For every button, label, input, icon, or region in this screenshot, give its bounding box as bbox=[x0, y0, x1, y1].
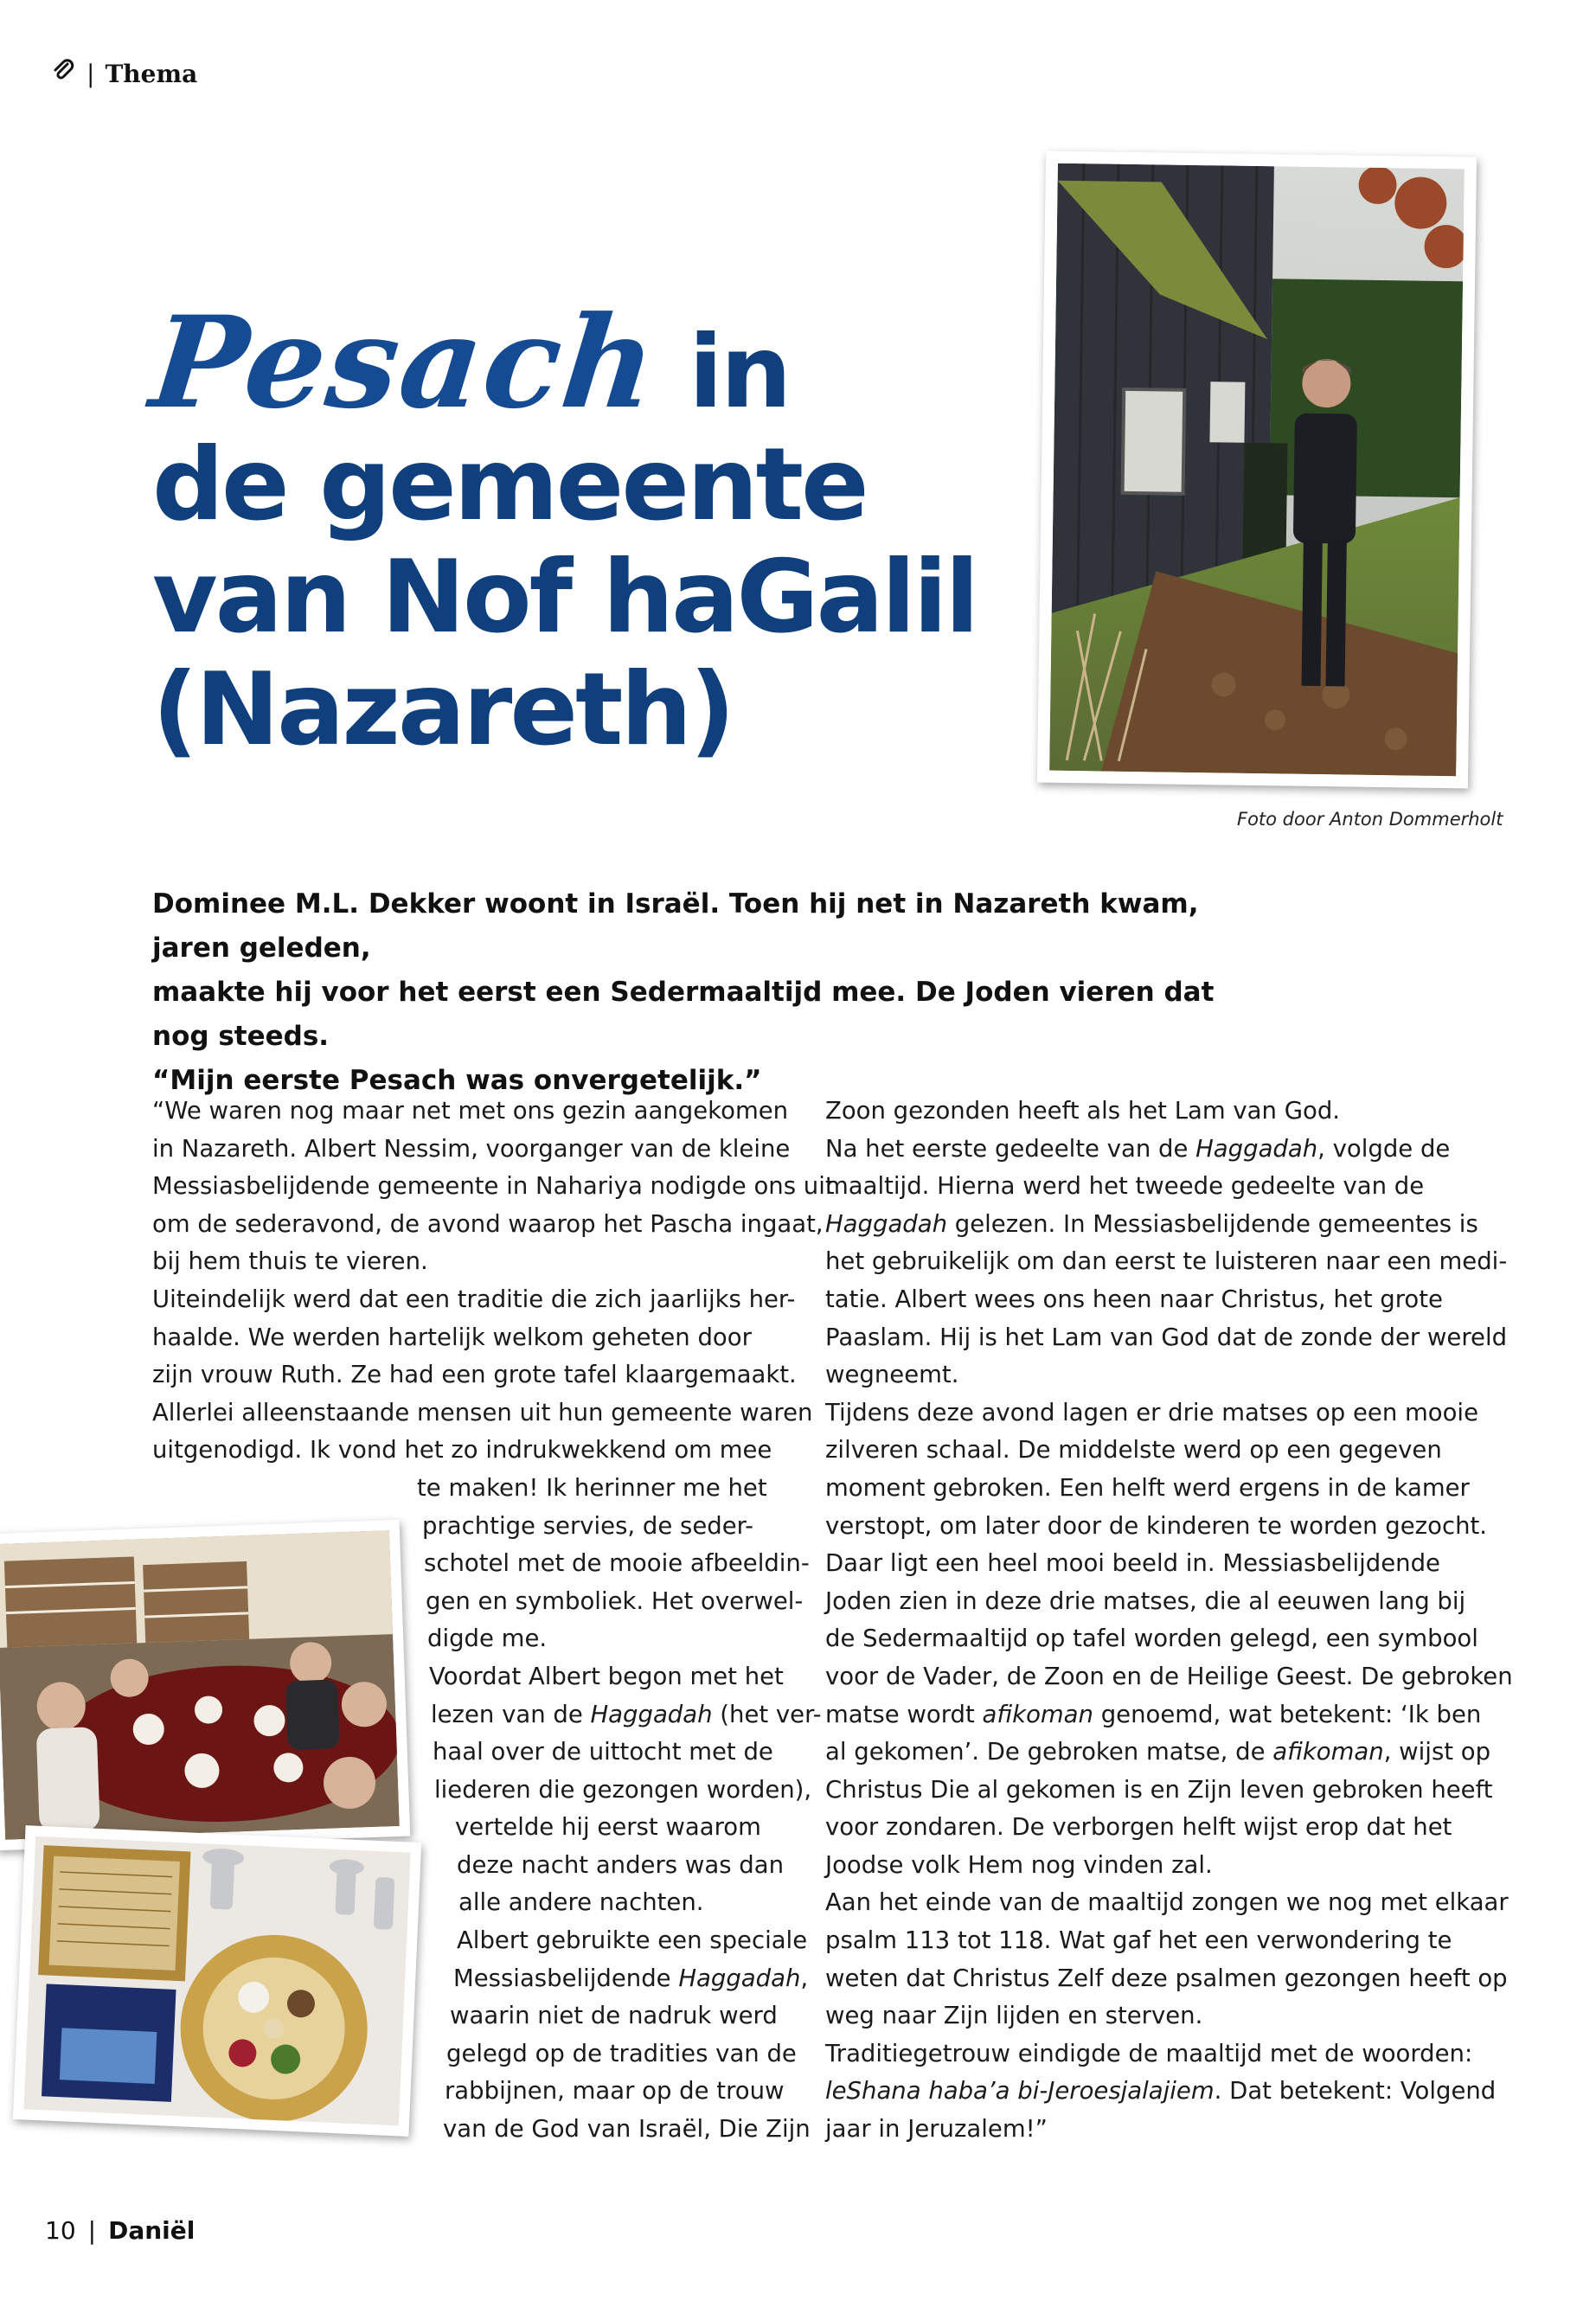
body-line bbox=[431, 1696, 835, 1734]
body-line: Voordat Albert begon met het bbox=[429, 1662, 784, 1690]
body-line: rabbijnen, maar op de trouw bbox=[445, 2077, 785, 2106]
body-line: Uiteindelijk werd dat een traditie die zich jaarlijks her- bbox=[152, 1285, 796, 1313]
body-line: Albert gebruikte een speciale bbox=[457, 1926, 808, 1955]
body-line: verstopt, om later door de kinderen te worden gezocht. bbox=[825, 1511, 1488, 1540]
body-line: liederen die gezongen worden), bbox=[434, 1775, 812, 1804]
body-text: , volgde de bbox=[1317, 1134, 1451, 1163]
body-line: haalde. We werden hartelijk welkom geheten door bbox=[152, 1323, 752, 1351]
body-line: voor zondaren. De verborgen helft wijst erop dat het bbox=[825, 1813, 1452, 1842]
photo-pastor-garden bbox=[1037, 151, 1477, 789]
body-line bbox=[825, 1206, 1513, 1244]
body-line bbox=[825, 1131, 1513, 1169]
body-column-right bbox=[825, 1093, 1513, 2149]
body-italic: Haggadah bbox=[1195, 1134, 1318, 1163]
section-label: Thema bbox=[105, 60, 198, 88]
title-line-3: van Nof haGalil bbox=[152, 539, 977, 656]
title-line-2: de gemeente bbox=[152, 426, 867, 543]
article-title bbox=[144, 289, 977, 768]
body-line: van de God van Israël, Die Zijn bbox=[443, 2115, 811, 2144]
body-line: uitgenodigd. Ik vond het zo indrukwekkend om mee bbox=[152, 1436, 772, 1465]
body-line: Allerlei alleenstaande mensen uit hun gemeente waren bbox=[152, 1398, 813, 1426]
body-line: weg naar Zijn lijden en sterven. bbox=[825, 2002, 1203, 2030]
body-line: zijn vrouw Ruth. Ze had een grote tafel klaargemaakt. bbox=[152, 1361, 797, 1389]
body-text: (het ver- bbox=[712, 1700, 822, 1728]
magazine-name: Daniël bbox=[108, 2216, 195, 2245]
body-line: Joden zien in deze drie matses, die al eeuwen lang bij bbox=[825, 1586, 1466, 1615]
footer-separator: | bbox=[87, 2216, 97, 2245]
title-line-1-rest: in bbox=[689, 314, 790, 431]
page-footer bbox=[45, 2216, 195, 2245]
body-line: Aan het einde van de maaltijd zongen we nog met elkaar bbox=[825, 1888, 1509, 1917]
body-line: te maken! Ik herinner me het bbox=[417, 1473, 767, 1502]
body-italic: leShana haba’a bi-Jeroesjalajiem bbox=[825, 2077, 1215, 2106]
photo-seder-plate bbox=[13, 1825, 421, 2137]
body-text: lezen van de bbox=[431, 1700, 591, 1728]
body-line: schotel met de mooie afbeeldin- bbox=[424, 1549, 810, 1578]
body-line: maaltijd. Hierna werd het tweede gedeelte van de bbox=[825, 1172, 1425, 1201]
body-line: Joodse volk Hem nog vinden zal. bbox=[825, 1850, 1213, 1879]
body-italic: Haggadah bbox=[590, 1700, 713, 1728]
body-line bbox=[825, 1734, 1513, 1772]
body-line: om de sederavond, de avond waarop het Pascha ingaat, bbox=[152, 1209, 824, 1238]
header-separator: | bbox=[87, 60, 95, 88]
title-script-word: Pesach bbox=[144, 289, 664, 437]
lead-line-3: “Mijn eerste Pesach was onvergetelijk.” bbox=[152, 1065, 762, 1096]
body-line: alle andere nachten. bbox=[458, 1888, 704, 1917]
body-line: waarin niet de nadruk werd bbox=[450, 2002, 778, 2030]
body-line: digde me. bbox=[427, 1625, 548, 1653]
body-italic: Haggadah bbox=[825, 1209, 948, 1238]
body-line: voor de Vader, de Zoon en de Heilige Geest. De gebroken bbox=[825, 1662, 1513, 1690]
body-text: . Dat betekent: Volgend bbox=[1214, 2077, 1497, 2106]
section-header bbox=[52, 59, 197, 89]
body-line: Messiasbelijdende gemeente in Nahariya nodigde ons uit bbox=[152, 1172, 835, 1201]
body-italic: Haggadah bbox=[678, 1964, 801, 1992]
body-line: zilveren schaal. De middelste werd op een gegeven bbox=[825, 1436, 1442, 1465]
body-text: , bbox=[800, 1964, 809, 1992]
body-line: Paaslam. Hij is het Lam van God dat de zonde der wereld bbox=[825, 1323, 1508, 1351]
body-line: de Sedermaaltijd op tafel worden gelegd, een symbool bbox=[825, 1625, 1478, 1653]
body-line: wegneemt. bbox=[825, 1361, 959, 1389]
body-line: in Nazareth. Albert Nessim, voorganger van de kleine bbox=[152, 1134, 791, 1163]
body-text: matse wordt bbox=[825, 1700, 983, 1728]
photo-caption: Foto door Anton Dommerholt bbox=[1237, 809, 1503, 830]
body-line: gen en symboliek. Het overwel- bbox=[426, 1586, 804, 1615]
body-line: gelegd op de tradities van de bbox=[446, 2039, 797, 2067]
title-line-1 bbox=[144, 289, 965, 437]
body-line: Christus Die al gekomen is en Zijn leven gebroken heeft bbox=[825, 1775, 1493, 1804]
lead-line-1: Dominee M.L. Dekker woont in Israël. Toen hij net in Nazareth kwam, jaren geleden, bbox=[152, 888, 1199, 964]
body-line: weten dat Christus Zelf deze psalmen gezongen heeft op bbox=[825, 1964, 1508, 1992]
photo-seder-table bbox=[0, 1520, 410, 1851]
body-line: haal over de uittocht met de bbox=[433, 1738, 773, 1766]
body-line: Traditiegetrouw eindigde de maaltijd met de woorden: bbox=[825, 2039, 1473, 2067]
title-line-4: (Nazareth) bbox=[152, 651, 734, 768]
body-line: het gebruikelijk om dan eerst te luisteren naar een medi- bbox=[825, 1247, 1508, 1276]
body-text: al gekomen’. De gebroken matse, de bbox=[825, 1738, 1273, 1766]
page-number: 10 bbox=[45, 2216, 76, 2245]
body-line: tatie. Albert wees ons heen naar Christus, het grote bbox=[825, 1285, 1443, 1313]
body-line: psalm 113 tot 118. Wat gaf het een verwondering te bbox=[825, 1926, 1452, 1955]
body-line bbox=[825, 2073, 1513, 2111]
body-line bbox=[453, 1960, 835, 1998]
body-italic: afikoman bbox=[982, 1700, 1093, 1728]
body-line: deze nacht anders was dan bbox=[457, 1850, 785, 1879]
body-italic: afikoman bbox=[1272, 1738, 1384, 1766]
body-text: Messiasbelijdende bbox=[453, 1964, 679, 1992]
body-text: gelezen. In Messiasbelijdende gemeentes is bbox=[947, 1209, 1478, 1238]
body-line: “We waren nog maar net met ons gezin aangekomen bbox=[152, 1097, 789, 1125]
body-text: genoemd, wat betekent: ‘Ik ben bbox=[1093, 1700, 1482, 1728]
body-line: jaar in Jeruzalem!” bbox=[825, 2115, 1048, 2144]
body-text: , wijst op bbox=[1383, 1738, 1491, 1766]
article-lead bbox=[152, 882, 1277, 1103]
body-line: Daar ligt een heel mooi beeld in. Messiasbelijdende bbox=[825, 1549, 1440, 1578]
body-line: prachtige servies, de seder- bbox=[422, 1511, 754, 1540]
photo-seder-table-image bbox=[0, 1530, 400, 1840]
body-line bbox=[825, 1696, 1513, 1734]
body-line: Tijdens deze avond lagen er drie matses op een mooie bbox=[825, 1398, 1478, 1426]
body-text: Na het eerste gedeelte van de bbox=[825, 1134, 1196, 1163]
paperclip-icon bbox=[52, 59, 76, 89]
photo-pastor-garden-image bbox=[1049, 163, 1465, 776]
body-line: moment gebroken. Een helft werd ergens in de kamer bbox=[825, 1473, 1470, 1502]
photo-seder-plate-image bbox=[23, 1836, 410, 2126]
lead-line-2: maakte hij voor het eerst een Sedermaaltijd mee. De Joden vieren dat nog steeds. bbox=[152, 977, 1215, 1052]
body-line: vertelde hij eerst waarom bbox=[455, 1813, 761, 1842]
body-line: bij hem thuis te vieren. bbox=[152, 1247, 428, 1276]
body-line: Zoon gezonden heeft als het Lam van God. bbox=[825, 1097, 1341, 1125]
